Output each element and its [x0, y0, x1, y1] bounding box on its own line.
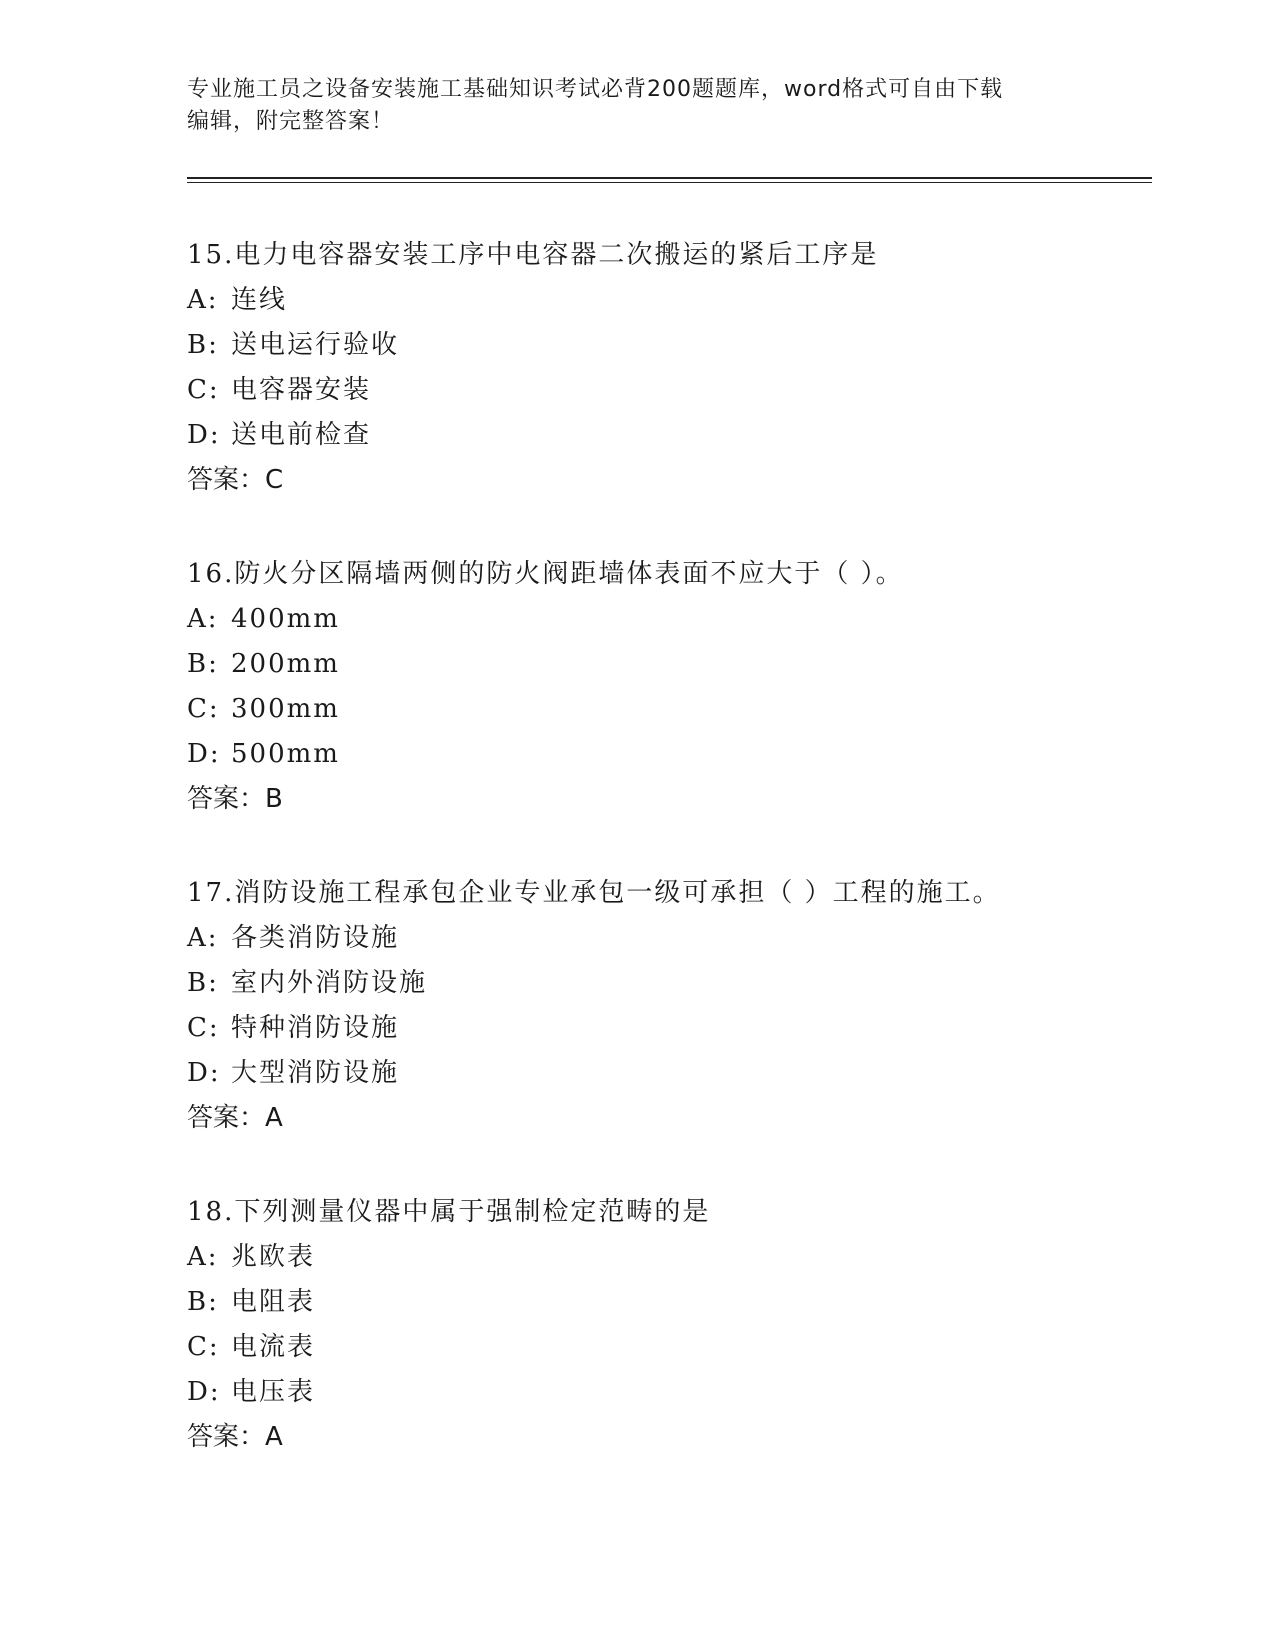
option-text: 送电前检查 [231, 420, 372, 450]
question-17 [187, 877, 1152, 1147]
header-line-1: 专业施工员之设备安装施工基础知识考试必背200题题库，word格式可自由下载 [187, 77, 1004, 102]
option-letter: D: [187, 739, 221, 769]
option-c [187, 1012, 1152, 1057]
answer: 答案：C [187, 465, 284, 495]
option-b [187, 329, 1152, 374]
option-b [187, 967, 1152, 1012]
option-letter: B: [187, 649, 219, 679]
option-letter: A: [187, 285, 219, 315]
question-15 [187, 239, 1152, 509]
option-a [187, 603, 1152, 648]
option-letter: A: [187, 1242, 219, 1272]
option-text: 400mm [231, 604, 340, 634]
option-d [187, 1376, 1152, 1421]
option-text: 兆欧表 [231, 1242, 316, 1272]
option-letter: D: [187, 1058, 221, 1088]
answer: 答案：A [187, 1103, 283, 1133]
option-letter: B: [187, 968, 219, 998]
option-text: 电流表 [231, 1332, 316, 1362]
answer: 答案：A [187, 1422, 283, 1452]
option-letter: C: [187, 694, 220, 724]
option-text: 电压表 [231, 1377, 316, 1407]
option-text: 室内外消防设施 [231, 968, 428, 998]
question-title: 15.电力电容器安装工序中电容器二次搬运的紧后工序是 [187, 240, 879, 270]
option-letter: A: [187, 604, 219, 634]
option-text: 大型消防设施 [231, 1058, 400, 1088]
question-18 [187, 1196, 1152, 1466]
option-text: 电容器安装 [231, 375, 372, 405]
question-16 [187, 558, 1152, 828]
option-letter: D: [187, 1377, 221, 1407]
option-b [187, 1286, 1152, 1331]
option-text: 电阻表 [231, 1287, 316, 1317]
option-a [187, 922, 1152, 967]
option-letter: C: [187, 1013, 220, 1043]
option-a [187, 284, 1152, 329]
option-b [187, 648, 1152, 693]
option-text: 各类消防设施 [231, 923, 400, 953]
question-title: 18.下列测量仪器中属于强制检定范畴的是 [187, 1197, 711, 1227]
question-title: 17.消防设施工程承包企业专业承包一级可承担（ ）工程的施工。 [187, 878, 1001, 908]
question-title: 16.防火分区隔墙两侧的防火阀距墙体表面不应大于（ ）。 [187, 559, 904, 589]
header-divider-thin [187, 182, 1152, 183]
option-text: 连线 [231, 285, 288, 315]
option-letter: C: [187, 1332, 220, 1362]
option-text: 300mm [231, 694, 340, 724]
option-letter: C: [187, 375, 220, 405]
header-line-2: 编辑，附完整答案！ [187, 109, 395, 134]
option-text: 送电运行验收 [231, 330, 400, 360]
option-letter: A: [187, 923, 219, 953]
option-d [187, 1057, 1152, 1102]
answer: 答案：B [187, 784, 283, 814]
option-letter: B: [187, 1287, 219, 1317]
option-d [187, 419, 1152, 464]
option-c [187, 693, 1152, 738]
option-a [187, 1241, 1152, 1286]
option-text: 特种消防设施 [231, 1013, 400, 1043]
document-header [187, 74, 1067, 138]
option-letter: B: [187, 330, 219, 360]
option-c [187, 374, 1152, 419]
option-d [187, 738, 1152, 783]
option-text: 200mm [231, 649, 340, 679]
header-divider-thick [187, 177, 1152, 179]
option-text: 500mm [231, 739, 340, 769]
option-letter: D: [187, 420, 221, 450]
option-c [187, 1331, 1152, 1376]
